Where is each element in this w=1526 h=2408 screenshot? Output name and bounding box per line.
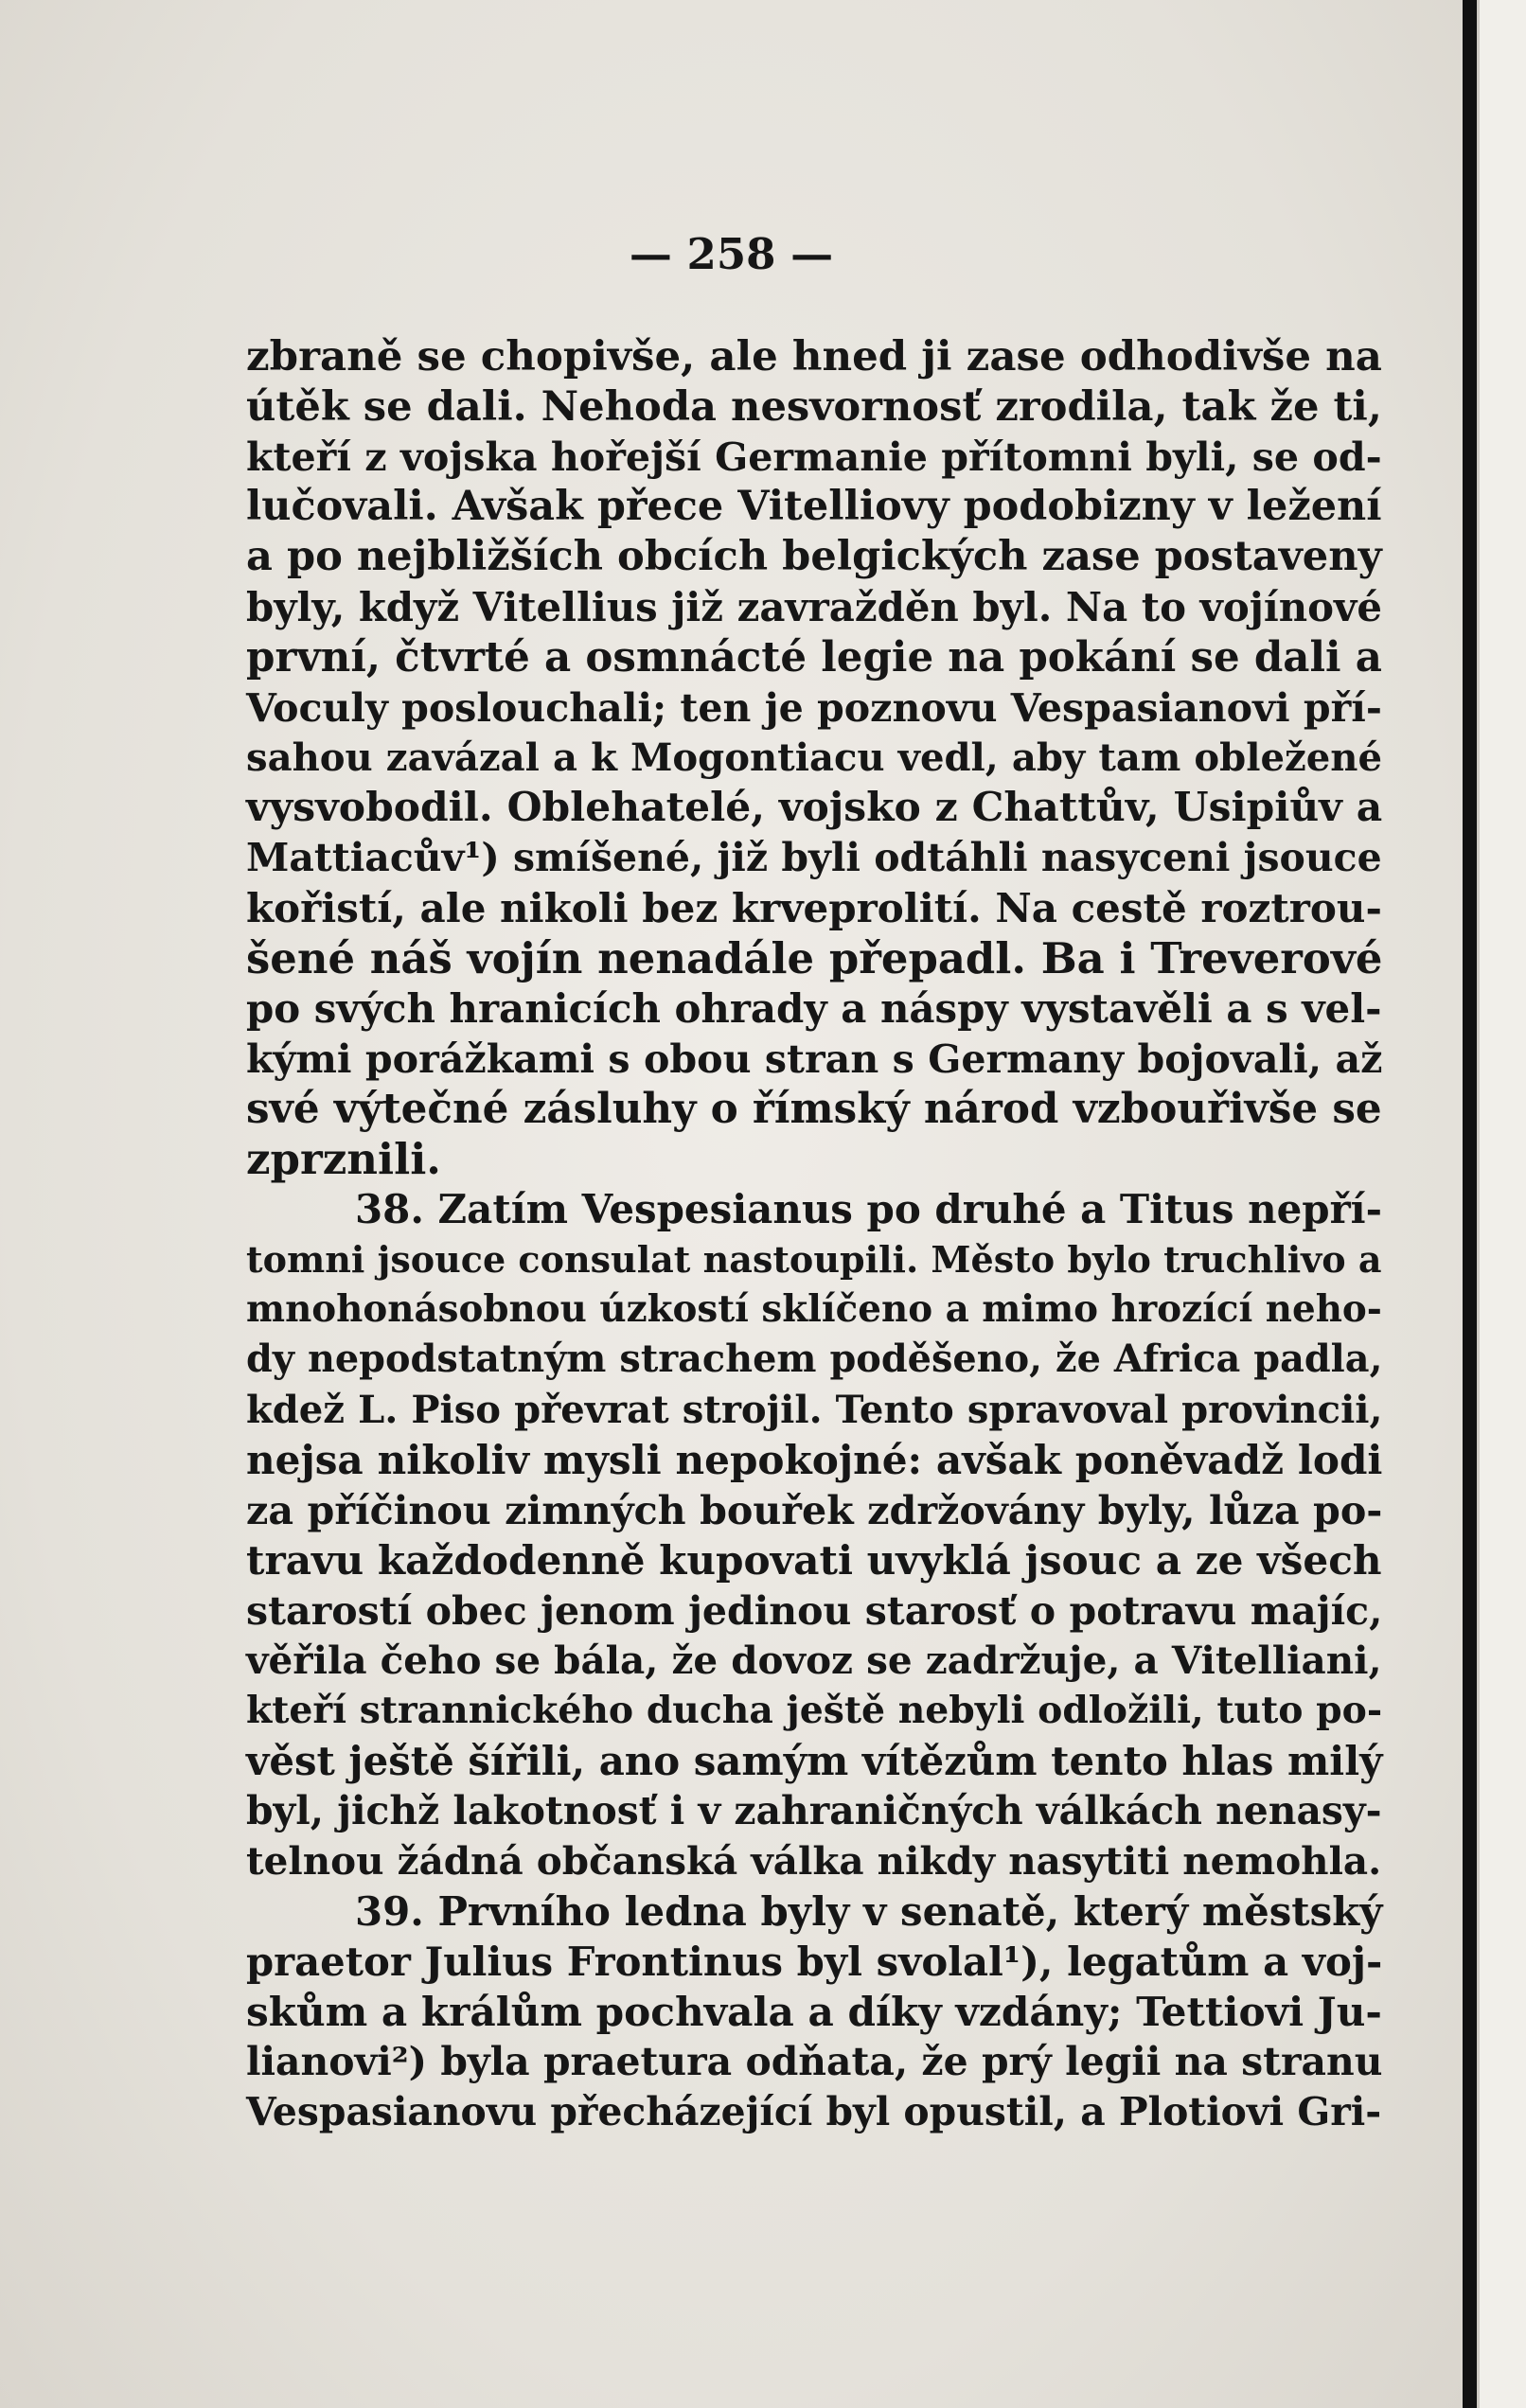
- text-line: své výtečné zásluhy o římský národ vzbouřivše se: [246, 1085, 1382, 1133]
- text-line: první, čtvrté a osmnácté legie na pokání se dali a: [246, 633, 1382, 682]
- text-line: a po nejbližších obcích belgických zase postaveny: [246, 533, 1382, 580]
- page-number: — 258 —: [629, 229, 834, 279]
- body-text: [246, 331, 1382, 2137]
- text-line: po svých hranicích ohrady a náspy vystavěli a s vel-: [246, 985, 1382, 1032]
- text-line: věst ještě šířili, ano samým vítězům tento hlas milý: [246, 1738, 1383, 1784]
- text-line: kteří z vojska hořejší Germanie přítomni byli, se od-: [246, 434, 1382, 480]
- text-line: byly, když Vitellius již zavražděn byl. Na to vojínové: [246, 584, 1382, 630]
- text-line: Vespasianovu přecházející byl opustil, a Plotiovi Gri-: [246, 2089, 1382, 2134]
- text-line: kdež L. Piso převrat strojil. Tento spravoval provincii,: [246, 1388, 1383, 1432]
- text-line: dy nepodstatným strachem poděšeno, že Africa padla,: [246, 1337, 1383, 1381]
- text-line: sahou zavázal a k Mogontiacu vedl, aby tam obležené: [246, 735, 1383, 780]
- text-line: byl, jichž lakotnosť i v zahraničných válkách nenasy-: [246, 1788, 1382, 1833]
- paragraph-start-38: 38. Zatím Vespesianus po druhé a Titus nepří-: [355, 1186, 1383, 1232]
- text-line: Mattiacův¹) smíšené, již byli odtáhli nasyceni jsouce: [246, 835, 1382, 880]
- next-page-edge: [1477, 0, 1526, 2408]
- text-line: věřila čeho se bála, že dovoz se zadržuje, a Vitelliani,: [246, 1638, 1382, 1683]
- text-line: zbraně se chopivše, ale hned ji zase odhodivše na: [246, 332, 1382, 381]
- text-line: travu každodenně kupovati uvyklá jsouc a ze všech: [246, 1536, 1382, 1584]
- text-line: kořistí, ale nikoli bez krveprolití. Na cestě roztrou-: [246, 885, 1382, 931]
- text-line: zprznili.: [246, 1134, 441, 1184]
- text-line: telnou žádná občanská válka nikdy nasytiti nemohla.: [246, 1838, 1382, 1884]
- text-line: praetor Julius Frontinus byl svolal¹), legatům a voj-: [246, 1939, 1383, 1985]
- text-line: starostí obec jenom jedinou starosť o potravu majíc,: [246, 1587, 1383, 1634]
- text-line: tomni jsouce consulat nastoupili. Město bylo truchlivo a: [246, 1238, 1382, 1281]
- text-line: kteří strannického ducha ještě nebyli odložili, tuto po-: [246, 1689, 1383, 1732]
- text-line: vysvobodil. Oblehatelé, vojsko z Chattův, Usipiův a: [246, 784, 1383, 831]
- text-line: lianovi²) byla praetura odňata, že prý legii na stranu: [246, 2039, 1383, 2084]
- text-line: šené náš vojín nenadále přepadl. Ba i Treverové: [246, 933, 1383, 983]
- text-line: útěk se dali. Nehoda nesvornosť zrodila, tak že ti,: [246, 382, 1382, 431]
- text-line: nejsa nikoliv mysli nepokojné: avšak poněvadž lodi: [246, 1436, 1383, 1483]
- text-line: za příčinou zimných bouřek zdržovány byly, lůza po-: [246, 1487, 1383, 1533]
- text-line: skům a králům pochvala a díky vzdány; Tettiovi Ju-: [246, 1988, 1382, 2035]
- text-line: kými porážkami s obou stran s Germany bojovali, až: [246, 1036, 1383, 1082]
- paragraph-start-39: 39. Prvního ledna byly v senatě, který městský: [355, 1888, 1383, 1935]
- text-line: lučovali. Avšak přece Vitelliovy podobizny v ležení: [246, 483, 1382, 530]
- text-line: mnohonásobnou úzkostí sklíčeno a mimo hrozící neho-: [246, 1288, 1382, 1331]
- text-line: Voculy poslouchali; ten je poznovu Vespasianovi pří-: [246, 684, 1382, 731]
